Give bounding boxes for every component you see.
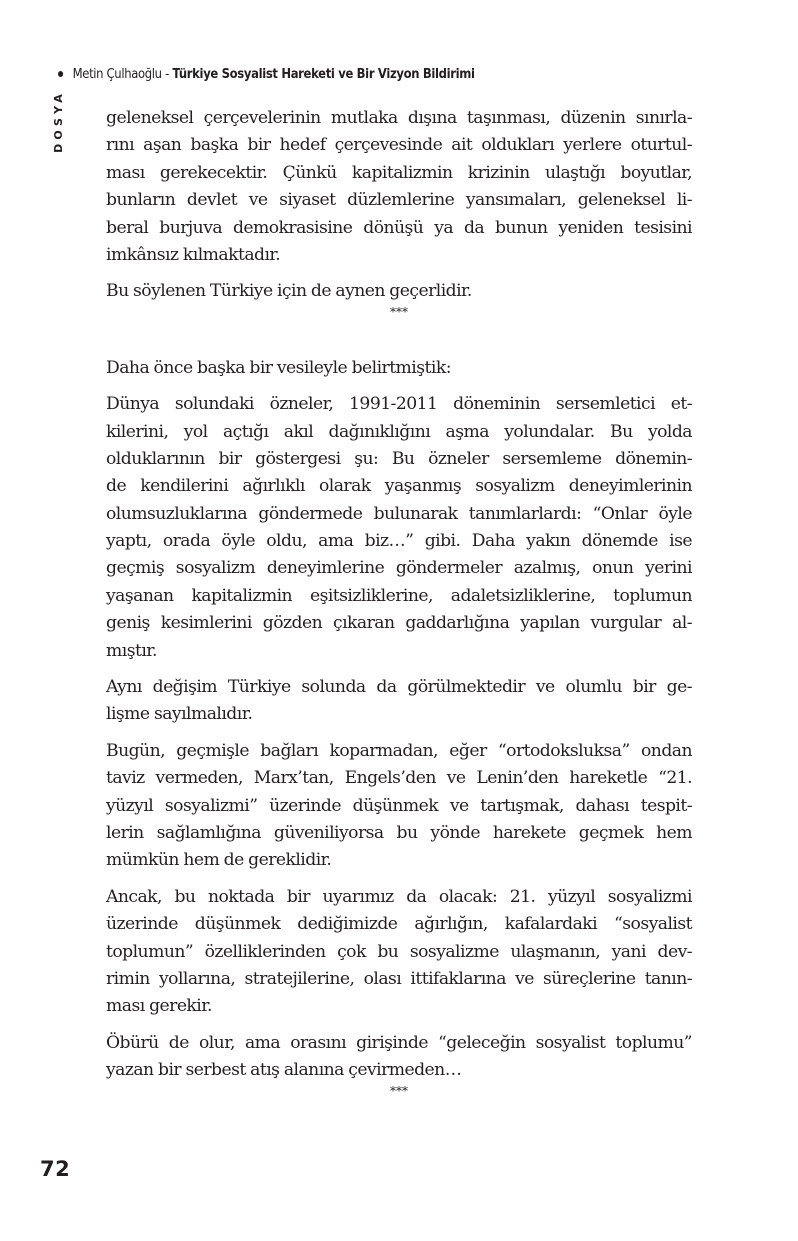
text-line: Bu söylenen Türkiye için de aynen geçerlidir. bbox=[106, 281, 472, 302]
paragraph bbox=[106, 278, 692, 305]
text-line: geleneksel çerçevelerinin mutlaka dışına taşınması, düzenin sınırla- bbox=[106, 108, 692, 128]
text-line: lişme sayılmalıdır. bbox=[106, 704, 253, 725]
text-line: rimin yollarına, stratejilerine, olası ittifaklarına ve süreçlerine tanın- bbox=[106, 968, 692, 989]
text-line: toplumun” özelliklerinden çok bu sosyalizme ulaşmanın, yani dev- bbox=[106, 941, 692, 962]
text-line: Dünya solundaki özneler, 1991-2011 döneminin sersemletici et- bbox=[106, 394, 692, 415]
paragraph bbox=[106, 105, 692, 269]
paragraph bbox=[106, 674, 692, 729]
text-line: taviz vermeden, Marx’tan, Engels’den ve Lenin’den hareketle “21. bbox=[106, 768, 692, 789]
text-line: lerin sağlamlığına güveniliyorsa bu yönde harekete geçmek hem bbox=[106, 822, 692, 843]
text-line: mümkün hem de gereklidir. bbox=[106, 850, 332, 871]
text-line: yüzyıl sosyalizmi” üzerinde düşünmek ve tartışmak, dahası tespit- bbox=[106, 795, 692, 816]
text-line: mıştır. bbox=[106, 640, 157, 661]
paragraph bbox=[106, 391, 692, 665]
header-author: Metin Çulhaoğlu bbox=[72, 66, 162, 82]
text-line: yaptı, orada öyle oldu, ama biz…” gibi. Daha yakın dönemde ise bbox=[106, 531, 692, 552]
paragraph bbox=[106, 738, 692, 875]
text-line: imkânsız kılmaktadır. bbox=[106, 244, 281, 265]
text-line: ması gerekir. bbox=[106, 996, 212, 1017]
text-line: Bugün, geçmişle bağları koparmadan, eğer “ortodoksluksa” ondan bbox=[106, 740, 692, 761]
bullet-icon bbox=[58, 71, 63, 77]
paragraph bbox=[106, 355, 692, 382]
text-line: olumsuzluklarına göndermede bulunarak tanımlarlardı: “Onlar öyle bbox=[106, 503, 692, 524]
paragraph bbox=[106, 884, 692, 1021]
text-line: Aynı değişim Türkiye solunda da görülmektedir ve olumlu bir ge- bbox=[106, 677, 692, 698]
text-line: bunların devlet ve siyaset düzlemlerine yansımaları, geleneksel li- bbox=[106, 190, 692, 211]
paragraph bbox=[106, 1030, 692, 1085]
section-label-text: DOSYA bbox=[51, 89, 65, 153]
text-line: beral burjuva demokrasisine dönüşü ya da bunun yeniden tesisini bbox=[106, 217, 692, 238]
text-line: Öbürü de olur, ama orasını girişinde “geleceğin sosyalist toplumu” bbox=[106, 1032, 692, 1053]
text-line: olduklarının bir göstergesi şu: Bu özneler sersemleme dönemin- bbox=[106, 448, 692, 469]
page-number: 72 bbox=[40, 1157, 71, 1181]
running-header bbox=[58, 63, 475, 85]
text-line: de kendilerini ağırlıklı olarak yaşanmış sosyalizm deneyimlerinin bbox=[106, 476, 692, 497]
text-line: geniş kesimlerini gözden çıkaran gaddarlığına yapılan vurgular al- bbox=[106, 613, 692, 634]
text-line: geçmiş sosyalizm deneyimlerine göndermeler azalmış, onun yerini bbox=[106, 558, 692, 579]
text-line: yazan bir serbest atış alanına çevirmeden… bbox=[106, 1060, 462, 1081]
section-separator: *** bbox=[390, 304, 408, 319]
text-line: ması gerekecektir. Çünkü kapitalizmin krizinin ulaştığı boyutlar, bbox=[106, 162, 692, 183]
text-line: Daha önce başka bir vesileyle belirtmiştik: bbox=[106, 357, 451, 378]
section-side-label bbox=[48, 88, 68, 154]
article-body bbox=[106, 105, 692, 1100]
header-separator: - bbox=[165, 66, 169, 82]
text-line: Ancak, bu noktada bir uyarımız da olacak: 21. yüzyıl sosyalizmi bbox=[106, 886, 692, 907]
section-separator: *** bbox=[390, 1083, 408, 1098]
text-line: yaşanan kapitalizmin eşitsizliklerine, adaletsizliklerine, toplumun bbox=[106, 585, 692, 606]
text-line: kilerini, yol açtığı akıl dağınıklığını aşma yolundalar. Bu yolda bbox=[106, 421, 692, 442]
header-title: Türkiye Sosyalist Hareketi ve Bir Vizyon Bildirimi bbox=[172, 66, 475, 82]
text-line: üzerinde düşünmek dediğimizde ağırlığın, kafalardaki “sosyalist bbox=[106, 914, 692, 935]
text-line: rını aşan başka bir hedef çerçevesinde ait oldukları yerlere oturtul- bbox=[106, 135, 692, 156]
